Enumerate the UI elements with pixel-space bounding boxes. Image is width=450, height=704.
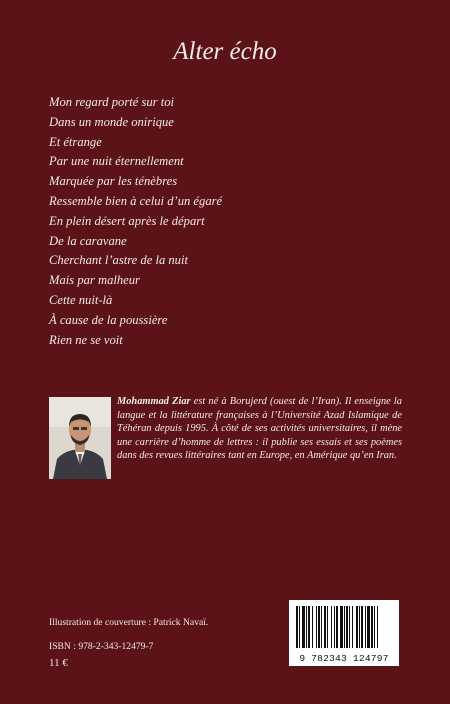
barcode-bar <box>296 606 298 648</box>
poem-line: Et étrange <box>49 134 102 149</box>
barcode-bar <box>331 606 332 648</box>
barcode-bar <box>327 606 328 648</box>
barcode-bar <box>346 606 348 648</box>
barcode-bar <box>377 606 378 648</box>
barcode-bar <box>352 606 353 648</box>
barcode-bar <box>356 606 358 648</box>
poem-line: Mon regard porté sur toi <box>49 95 175 109</box>
author-biography <box>117 395 402 463</box>
barcode-bar <box>361 606 363 648</box>
author-name: Mohammad Ziar <box>117 396 191 407</box>
author-bio-text: est né à Borujerd (ouest de l’Iran). Il enseigne la langue et la littérature françaises à l’Université Azad Islamique de Téhéran depuis 1995. À côté de ses activités universitaires, il mène une carrière d’homme de lettres : il publie ses essais et ses poèmes dans des revues littéraires tant en Europe, en Amérique qu’en Iran. <box>117 396 402 462</box>
isbn: ISBN : 978-2-343-12479-7 <box>49 641 154 652</box>
barcode-bar <box>359 606 360 648</box>
poem-line: À cause de la poussière <box>49 312 168 327</box>
poem-line: Ressemble bien à celui d’un égaré <box>49 193 223 208</box>
barcode-bar <box>344 606 345 648</box>
poem-line: De la caravane <box>49 233 127 248</box>
poem-line: Cherchant l’astre de la nuit <box>49 253 188 268</box>
barcode-bar <box>316 606 317 648</box>
barcode-bar <box>299 606 300 648</box>
barcode-bar <box>367 606 370 648</box>
barcode-bar <box>336 606 338 648</box>
author-photo <box>49 397 111 479</box>
barcode-bar <box>308 606 310 648</box>
poem-line: Par une nuit éternellement <box>49 154 184 169</box>
barcode-bar <box>302 606 305 648</box>
barcode-bar <box>321 606 322 648</box>
barcode-bar <box>318 606 320 648</box>
price: 11 € <box>49 657 68 669</box>
barcode-bars <box>289 600 399 654</box>
cover-illustration-credit: Illustration de couverture : Patrick Navaï. <box>49 617 209 628</box>
poem-line: Dans un monde onirique <box>49 114 174 129</box>
barcode-bar <box>349 606 350 648</box>
barcode-bar <box>334 606 335 648</box>
author-portrait-image <box>49 397 111 479</box>
barcode-bar <box>312 606 313 648</box>
poem-line: Rien ne se voit <box>49 332 123 347</box>
poem-line: Marquée par les ténèbres <box>49 174 178 189</box>
barcode-bar <box>324 606 326 648</box>
book-title: Alter écho <box>173 38 277 65</box>
barcode-bar <box>374 606 375 648</box>
poem-excerpt <box>49 93 222 350</box>
barcode <box>289 600 399 666</box>
barcode-bar <box>365 606 366 648</box>
barcode-bar <box>340 606 343 648</box>
barcode-number: 9 782343 124797 <box>299 653 389 664</box>
barcode-bar <box>371 606 373 648</box>
poem-line: Mais par malheur <box>49 273 140 288</box>
poem-line: En plein désert après le départ <box>49 213 205 228</box>
barcode-bar <box>306 606 307 648</box>
poem-line: Cette nuit-là <box>49 292 113 307</box>
